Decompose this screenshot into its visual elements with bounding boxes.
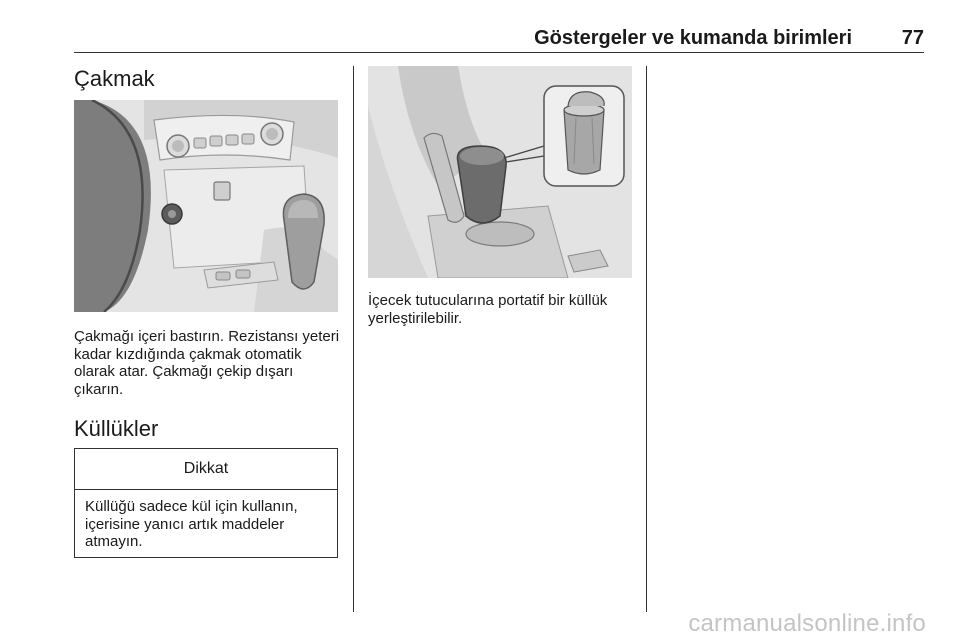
cigarette-lighter-illustration	[74, 100, 338, 312]
caution-notice-title: Dikkat	[75, 449, 337, 490]
cigarette-lighter-drawing	[74, 100, 338, 312]
portable-ashtray-illustration	[368, 66, 632, 278]
header-title: Göstergeler ve kumanda birimleri	[534, 27, 852, 49]
column-divider-right	[646, 66, 647, 612]
caution-notice	[74, 448, 338, 558]
portable-ashtray-text: İçecek tutucularına portatif bir küllük yerleştirilebilir.	[368, 292, 608, 327]
section-title-ashtrays: Küllükler	[74, 416, 159, 441]
section-title-cigarette-lighter: Çakmak	[74, 66, 155, 91]
cigarette-lighter-text: Çakmağı içeri bastırın. Rezistansı yeteri kadar kızdığında çakmak otomatik olarak atar. Çakmağı çekip dışarı çıkarın.	[74, 328, 340, 398]
header-rule	[74, 52, 924, 53]
caution-notice-text: Küllüğü sadece kül için kullanın, içerisine yanıcı artık maddeler atmayın.	[85, 498, 298, 550]
column-divider-left	[353, 66, 354, 612]
watermark-text: carmanualsonline.info	[688, 610, 926, 637]
portable-ashtray-drawing	[368, 66, 632, 278]
page-number: 77	[901, 27, 924, 49]
